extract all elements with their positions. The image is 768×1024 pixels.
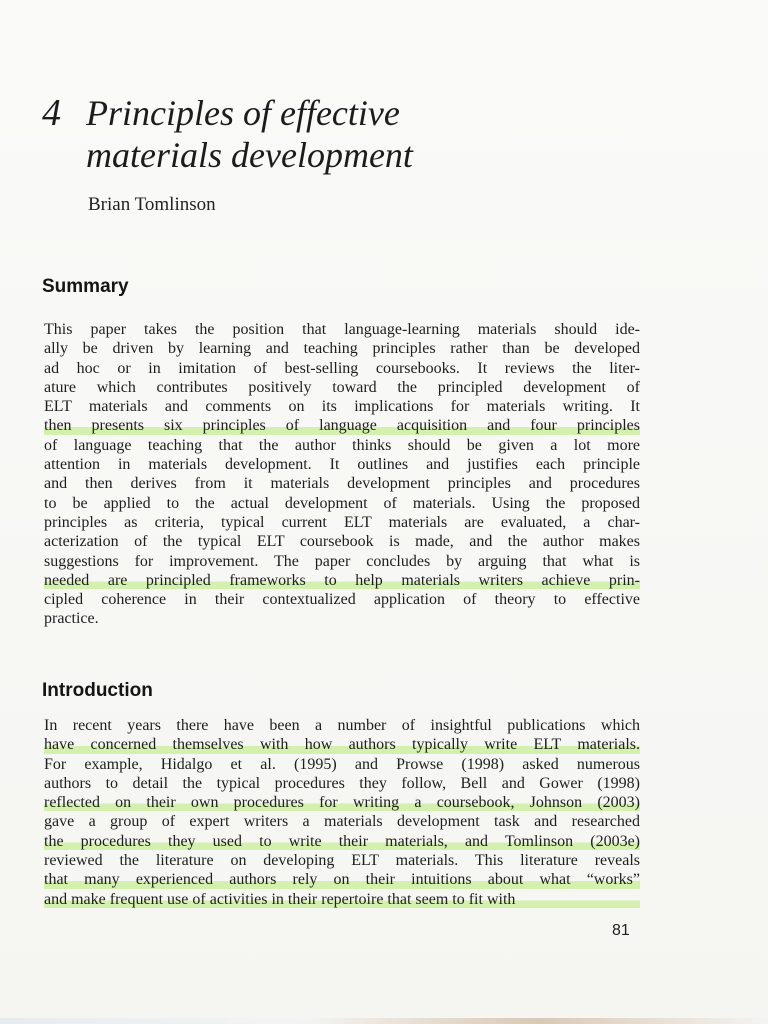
chapter-number: 4 — [42, 92, 61, 134]
summary-line: attention in materials development. It outlines and justifies each principle — [44, 456, 640, 474]
intro-line: gave a group of expert writers a materials development task and researched — [44, 813, 640, 831]
summary-heading: Summary — [42, 276, 129, 297]
summary-line-highlighted: needed are principled frameworks to help materials writers achieve prin- — [44, 571, 640, 589]
summary-line: ally be driven by learning and teaching principles rather than be developed — [44, 340, 640, 358]
chapter-title-line-1: Principles of effective — [86, 93, 400, 133]
intro-line: reviewed the literature on developing ELT materials. This literature reveals — [44, 852, 640, 870]
summary-line: principles as criteria, typical current ELT materials are evaluated, a char- — [44, 513, 640, 531]
summary-line: cipled coherence in their contextualized application of theory to effective — [44, 591, 640, 609]
summary-line: ELT materials and comments on its implications for materials writing. It — [44, 398, 640, 416]
intro-line-highlighted: reflected on their own procedures for writing a coursebook, Johnson (2003) — [44, 794, 640, 812]
summary-paragraph — [44, 320, 640, 629]
chapter-title-line-2: materials development — [86, 135, 413, 175]
author-name: Brian Tomlinson — [88, 194, 216, 215]
intro-line-highlighted: that many experienced authors rely on their intuitions about what “works” — [44, 871, 640, 889]
page-bottom-edge — [0, 1018, 768, 1024]
intro-line: For example, Hidalgo et al. (1995) and Prowse (1998) asked numerous — [44, 755, 640, 773]
summary-line: This paper takes the position that language-learning materials should ide- — [44, 321, 640, 338]
summary-line-highlighted: then presents six principles of language acquisition and four principles — [44, 417, 640, 435]
summary-line: ature which contributes positively toward the principled development of — [44, 378, 640, 396]
page-number: 81 — [612, 922, 630, 939]
summary-line: of language teaching that the author thinks should be given a lot more — [44, 436, 640, 454]
intro-line-highlighted: have concerned themselves with how authors typically write ELT materials. — [44, 736, 640, 754]
summary-line: and then derives from it materials development principles and procedures — [44, 475, 640, 493]
intro-line: In recent years there have been a number of insightful publications which — [44, 717, 640, 734]
introduction-heading: Introduction — [42, 680, 153, 701]
summary-line: to be applied to the actual development of materials. Using the proposed — [44, 494, 640, 512]
summary-line: acterization of the typical ELT coursebook is made, and the author makes — [44, 533, 640, 551]
intro-line-highlighted: the procedures they used to write their materials, and Tomlinson (2003e) — [44, 832, 640, 850]
chapter-title — [42, 92, 602, 176]
intro-line-highlighted: and make frequent use of activities in their repertoire that seem to fit with — [44, 890, 640, 909]
introduction-paragraph — [44, 716, 640, 909]
intro-line: authors to detail the typical procedures they follow, Bell and Gower (1998) — [44, 774, 640, 792]
summary-line: ad hoc or in imitation of best-selling coursebooks. It reviews the liter- — [44, 359, 640, 377]
summary-line: practice. — [44, 610, 99, 628]
summary-line: suggestions for improvement. The paper concludes by arguing that what is — [44, 552, 640, 570]
